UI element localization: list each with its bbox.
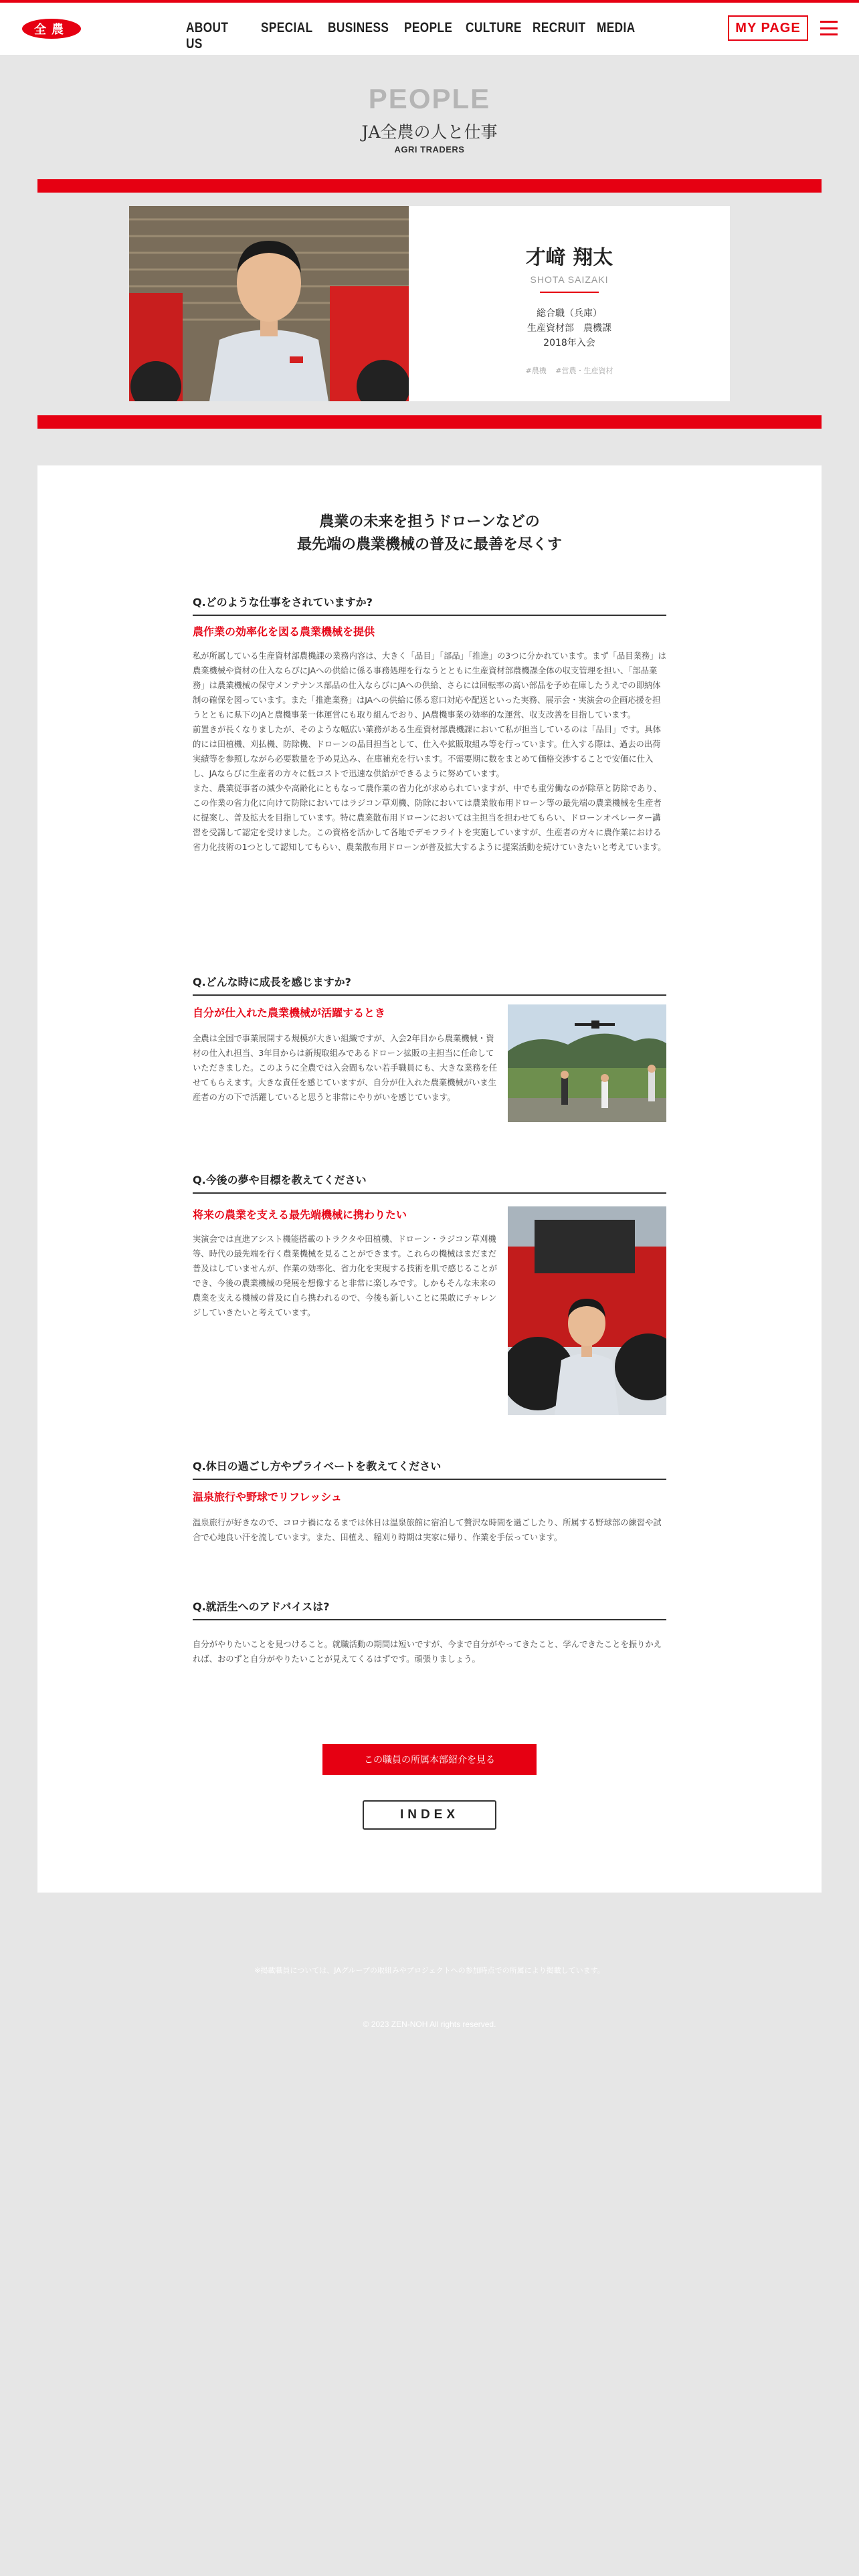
drone-demo-photo	[508, 1004, 666, 1122]
answer-heading: 農作業の効率化を図る農業機械を提供	[193, 625, 375, 638]
article-lead: 農業の未来を担うドローンなどの 最先端の農業機械の普及に最善を尽くす	[296, 514, 562, 553]
answer-heading: 将来の農業を支える最先端機械に携わりたい	[193, 1208, 407, 1221]
answer-body: 自分がやりたいことを見つけること。就職活動の期間は短いですが、今まで自分がやってきたこと、学んできたことを振りかえれば、おのずと自分がやりたいことが見えてくるはずです。頑張りましょう。	[193, 1640, 662, 1664]
red-divider-bottom	[37, 415, 822, 429]
section-subtitle: JA全農の人と仕事	[361, 122, 498, 142]
nav-culture[interactable]: CULTURE	[466, 20, 522, 35]
profile-photo	[129, 206, 409, 401]
nav-business[interactable]: BUSINESS	[328, 20, 389, 35]
question-heading: Q.今後の夢や目標を教えてください	[193, 1172, 666, 1194]
question-heading: Q.就活生へのアドバイスは?	[193, 1598, 666, 1620]
global-nav	[186, 20, 644, 52]
staff-name-roman: SHOTA SAIZAKI	[530, 274, 609, 285]
tag-link[interactable]: #農機	[525, 366, 547, 375]
name-underline	[540, 292, 599, 293]
department-intro-button[interactable]: この職員の所属本部紹介を見る	[322, 1744, 537, 1775]
answer-heading: 温泉旅行や野球でリフレッシュ	[193, 1491, 342, 1503]
staff-name: 才﨑 翔太	[525, 246, 613, 270]
question-heading: Q.どんな時に成長を感じますか?	[193, 974, 666, 996]
menu-icon[interactable]	[820, 21, 838, 35]
footer-copyright: © 2023 ZEN-NOH All rights reserved.	[363, 2020, 496, 2029]
nav-special[interactable]: SPECIAL	[261, 20, 313, 35]
index-button[interactable]: INDEX	[363, 1800, 496, 1830]
interview-article	[37, 465, 822, 1893]
tag-link[interactable]: #営農・生産資材	[555, 366, 613, 375]
nav-recruit[interactable]: RECRUIT	[533, 20, 586, 35]
nav-about-us[interactable]: ABOUT US	[186, 20, 229, 51]
staff-job: 総合職（兵庫）	[537, 308, 602, 319]
footer-note: ※掲載職員については、JAグループの取組みやプロジェクトへの参加時点での所属により掲載しています。	[254, 1966, 605, 1975]
staff-joined: 2018年入会	[543, 338, 595, 348]
red-divider-top	[37, 179, 822, 193]
tractor-portrait-photo	[508, 1206, 666, 1415]
section-title: PEOPLE	[368, 83, 491, 114]
staff-tags	[409, 365, 730, 376]
question-heading: Q.どのような仕事をされていますか?	[193, 594, 666, 616]
staff-dept: 生産資材部 農機課	[527, 323, 611, 334]
answer-heading: 自分が仕入れた農業機械が活躍するとき	[193, 1006, 386, 1019]
section-category: AGRI TRADERS	[394, 144, 465, 154]
answer-body: 私が所属している生産資材部農機課の業務内容は、大きく「品目」「部品」「推進」の3つに分かれています。まず「品目業務」は農業機械や資材の仕入ならびにJAへの供給に係る事務処理を行なうとともに生産資材部農機課全体の収支管理を担い、「部品業務」は農業機械の保守メンテナンス部品の仕入ならびにJAへの供給、さらには回転率の高い部品を予め在庫したうえでの即納体制の確保を図っています。また「推進業務」はJAへの供給に係る窓口対応や配送といった実務、展示会・実演会の企画応援を担うとともに県下のJAと農機事業一体運営にも取り組んでおり、JA農機事業の効率的な運営、収支改善を目指しています。 前置きが長くなりましたが、そのような幅広い業務がある生産資材部農機課において私が担当しているのは「品目」です。具体的には田植機、刈払機、防除機、ドローンの品目担当として、仕入や拡販取組み等を行っています。仕入する際は、過去の出荷実績等を参照しながら必要数量を予め見込み、在庫補充を行います。不需要期に数をまとめて価格交渉することで安価に仕入し、JAならびに生産者の方々に低コストで迅速な供給ができるように努めています。 また、農業従事者の減少や高齢化にともなって農作業の省力化が求められていますが、中でも重労働なのが除草と防除であり、この作業の省力化に向けて防除においてはラジコン草刈機、防除においては農業散布用ドローン等の最先端の農業機械を生産者に提案し、普及拡大を目指しています。特に農業散布用ドローンにおいては主担当を担わせてもらい、ドローンオペレーター講習を受講して認定を受けました。この資格を活かして各地でデモフライトを実施していますが、生産者の方々に農作業における省力化技術の1つとして認知してもらい、農業散布用ドローンが普及拡大するように提案活動を続けていきたいと考えています。	[193, 651, 666, 852]
answer-body: 温泉旅行が好きなので、コロナ禍になるまでは休日は温泉旅館に宿泊して贅沢な時間を過ごしたり、所属する野球部の練習や試合で心地良い汗を流しています。また、田植え、稲刈り時期は実家に帰り、作業を手伝っています。	[193, 1518, 662, 1542]
nav-people[interactable]: PEOPLE	[404, 20, 453, 35]
answer-body: 全農は全国で事業展開する規模が大きい組織ですが、入会2年目から農業機械・資材の仕入れ担当、3年目からは新規取組みであるドローン拡販の主担当に任命していただきました。このように全農では入会間もない若手職員にも、大きな業務を任せてもらえます。大きな責任を感じていますが、自分が仕入れた農業機械がいま生産者の方の下で活躍していると思うと非常にやりがいを感じています。	[193, 1034, 497, 1102]
site-header	[0, 3, 859, 55]
my-page-button[interactable]: MY PAGE	[728, 15, 808, 41]
answer-body: 実演会では直進アシスト機能搭載のトラクタや田植機、ドローン・ラジコン草刈機等、時代の最先端を行く農業機械を見ることができます。これらの機械はまだまだ普及はしていませんが、作業の効率化、省力化を実現する技術を肌で感じることができ、今後の農業機械の発展を想像すると非常に楽しみです。しかもそんな未来の農業を支える機械の普及に自ら携われるので、今後も新しいことに果敢にチャレンジしていきたいと考えています。	[193, 1235, 497, 1317]
profile-card	[129, 206, 730, 401]
zennoh-logo[interactable]: 全農	[22, 19, 81, 39]
nav-media[interactable]: MEDIA	[597, 20, 636, 35]
question-heading: Q.休日の過ごし方やプライベートを教えてください	[193, 1458, 666, 1480]
